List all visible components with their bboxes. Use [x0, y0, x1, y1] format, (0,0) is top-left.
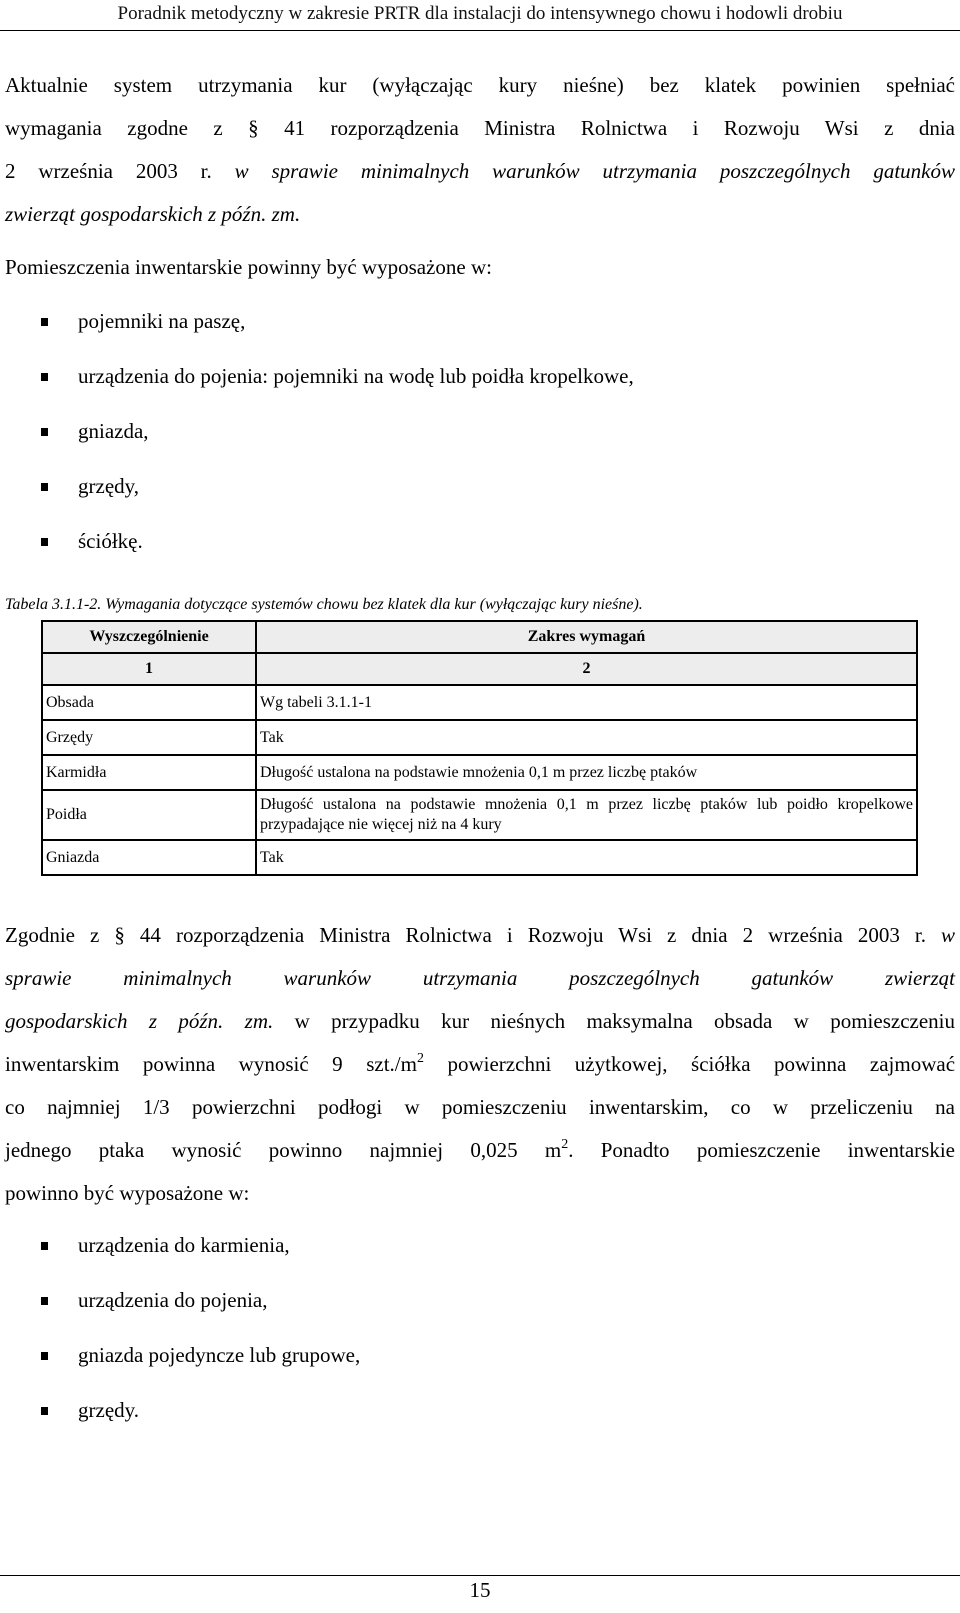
text-line — [5, 914, 955, 957]
regulation-title: w — [940, 923, 955, 947]
table-row — [42, 790, 917, 840]
list-item-text: urządzenia do karmienia, — [78, 1233, 290, 1257]
row-label: Gniazda — [42, 840, 256, 875]
list-item-text: urządzenia do pojenia: pojemniki na wodę lub poidła kropelkowe, — [78, 364, 634, 388]
column-number: 2 — [256, 653, 917, 685]
text-run: 2 września 2003 r. — [5, 159, 235, 183]
list-item — [0, 294, 960, 349]
square-bullet-icon — [41, 1352, 48, 1360]
requirements-table — [41, 620, 918, 876]
text-run: inwentarskim powinna wynosić 9 szt./m — [5, 1052, 417, 1076]
square-bullet-icon — [41, 428, 48, 436]
list-item-text: grzędy, — [78, 474, 140, 498]
list-item — [0, 1273, 960, 1328]
text-line: Pomieszczenia inwentarskie powinny być wyposażone w: — [5, 255, 492, 279]
list-item — [0, 349, 960, 404]
text-line — [5, 1129, 955, 1172]
equipment-list — [0, 294, 960, 569]
list-item-text: gniazda, — [78, 419, 149, 443]
superscript: 2 — [416, 1051, 424, 1066]
square-bullet-icon — [41, 1242, 48, 1250]
list-item — [0, 1328, 960, 1383]
row-label: Grzędy — [42, 720, 256, 755]
row-value: Tak — [256, 840, 917, 875]
footer-rule — [0, 1575, 960, 1576]
list-item-text: urządzenia do pojenia, — [78, 1288, 268, 1312]
superscript: 2 — [561, 1137, 569, 1152]
square-bullet-icon — [41, 538, 48, 546]
list-item — [0, 514, 960, 569]
column-header: Wyszczególnienie — [42, 621, 256, 653]
equipment-list-laying-hens — [0, 1218, 960, 1438]
paragraph-equipment — [5, 246, 955, 289]
row-value: Tak — [256, 720, 917, 755]
list-item — [0, 459, 960, 514]
text-line — [5, 1043, 955, 1086]
paragraph-laying-hens — [5, 914, 955, 1215]
text-line: sprawie minimalnych warunków utrzymania poszczególnych gatunków zwierząt — [5, 966, 955, 990]
text-line — [5, 1000, 955, 1043]
table-row — [42, 720, 917, 755]
text-line: co najmniej 1/3 powierzchni podłogi w pomieszczeniu inwentarskim, co w przeliczeniu na — [5, 1095, 955, 1119]
text-line: powinno być wyposażone w: — [5, 1181, 250, 1205]
text-line — [5, 150, 955, 193]
square-bullet-icon — [41, 318, 48, 326]
row-value: Długość ustalona na podstawie mnożenia 0,1 m przez liczbę ptaków — [256, 755, 917, 790]
table-row — [42, 685, 917, 720]
paragraph-requirements-intro — [5, 64, 955, 236]
running-header: Poradnik metodyczny w zakresie PRTR dla instalacji do intensywnego chowu i hodowli drobiu — [117, 3, 843, 24]
list-item-text: pojemniki na paszę, — [78, 309, 246, 333]
table-number-row — [42, 653, 917, 685]
table-caption: Tabela 3.1.1-2. Wymagania dotyczące systemów chowu bez klatek dla kur (wyłączając kury nieśne). — [5, 596, 643, 613]
list-item — [0, 404, 960, 459]
header-rule — [0, 30, 960, 31]
text-run: powierzchni użytkowej, ściółka powinna zajmować — [423, 1052, 956, 1076]
regulation-title: w sprawie minimalnych warunków utrzymania poszczególnych gatunków — [234, 159, 955, 183]
square-bullet-icon — [41, 1297, 48, 1305]
regulation-title: gospodarskich z późn. zm. — [5, 1009, 274, 1033]
text-run: . Ponadto pomieszczenie inwentarskie — [568, 1138, 956, 1162]
square-bullet-icon — [41, 1407, 48, 1415]
column-number: 1 — [42, 653, 256, 685]
list-item-text: gniazda pojedyncze lub grupowe, — [78, 1343, 361, 1367]
list-item-text: ściółkę. — [78, 529, 143, 553]
list-item-text: grzędy. — [78, 1398, 140, 1422]
text-line: zwierząt gospodarskich z późn. zm. — [5, 202, 301, 226]
table-row — [42, 755, 917, 790]
row-value: Długość ustalona na podstawie mnożenia 0,1 m przez liczbę ptaków lub poidło kropelkowe przypadające nie więcej niż na 4 kury — [256, 790, 917, 840]
column-header: Zakres wymagań — [256, 621, 917, 653]
table-header-row — [42, 621, 917, 653]
text-run: jednego ptaka wynosić powinno najmniej 0,025 m — [5, 1138, 562, 1162]
page-number: 15 — [469, 1578, 491, 1602]
table-row — [42, 840, 917, 875]
text-run: w przypadku kur nieśnych maksymalna obsada w pomieszczeniu — [273, 1009, 955, 1033]
text-line: Aktualnie system utrzymania kur (wyłączając kury nieśne) bez klatek powinien spełniać — [5, 73, 955, 97]
list-item — [0, 1383, 960, 1438]
text-run: Zgodnie z § 44 rozporządzenia Ministra Rolnictwa i Rozwoju Wsi z dnia 2 września 2003 r. — [5, 923, 941, 947]
list-item — [0, 1218, 960, 1273]
square-bullet-icon — [41, 373, 48, 381]
text-line: wymagania zgodne z § 41 rozporządzenia Ministra Rolnictwa i Rozwoju Wsi z dnia — [5, 116, 955, 140]
row-value: Wg tabeli 3.1.1-1 — [256, 685, 917, 720]
row-label: Karmidła — [42, 755, 256, 790]
square-bullet-icon — [41, 483, 48, 491]
row-label: Poidła — [42, 790, 256, 840]
row-label: Obsada — [42, 685, 256, 720]
